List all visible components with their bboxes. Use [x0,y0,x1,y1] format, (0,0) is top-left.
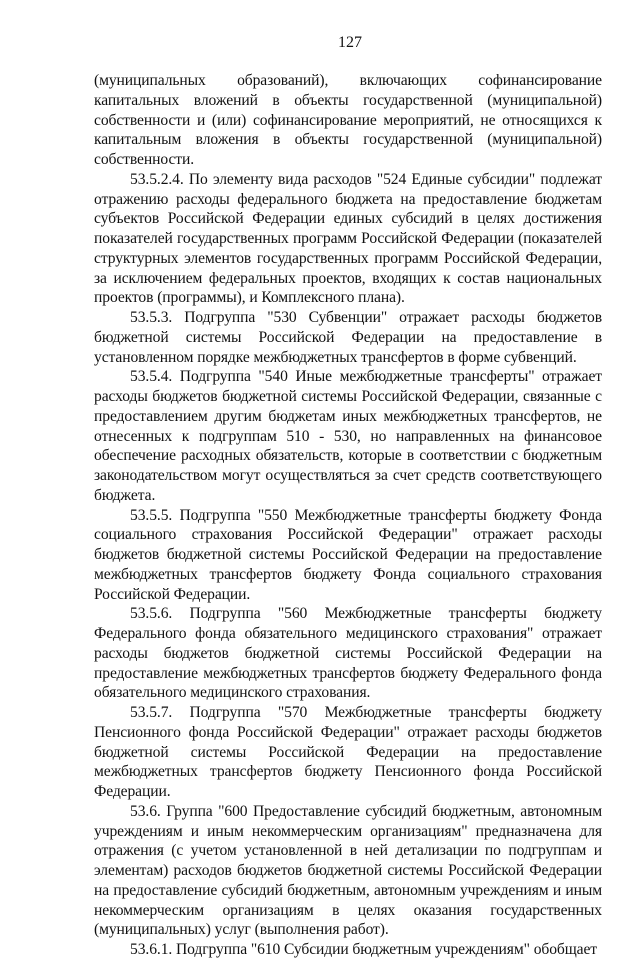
paragraph-53-5-6: 53.5.6. Подгруппа "560 Межбюджетные трансферты бюджету Федерального фонда обязательного медицинского страхования" отражает расходы бюджетов бюджетной системы Российской Федерации на предоставление межбюджетных трансфертов бюджету Федерального фонда обязательного медицинского страхования. [94,605,602,702]
paragraph-53-5-2-4: 53.5.2.4. По элементу вида расходов "524 Единые субсидии" подлежат отражению расходы федерального бюджета на предоставление бюджетам субъектов Российской Федерации единых субсидий в целях достижения показателей государственных программ Российской Федерации (показателей структурных элементов государственных программ Российской Федерации, за исключением федеральных проектов, входящих к состав национальных проектов (программы), и Комплексного плана). [94,170,602,307]
paragraph-continuation: (муниципальных образований), включающих софинансирование капитальных вложений в объекты государственной (муниципальной) собственности и (или) софинансирование мероприятий, не относящихся к капитальным вложения в объекты государственной (муниципальной) собственности. [94,72,602,168]
paragraph-53-6-1: 53.6.1. Подгруппа "610 Субсидии бюджетным учреждениям" обобщает [130,941,598,958]
page-number: 127 [338,34,362,51]
paragraph-53-5-5: 53.5.5. Подгруппа "550 Межбюджетные трансферты бюджету Фонда социального страхования Российской Федерации" отражает расходы бюджетов бюджетной системы Российской Федерации на предоставление межбюджетных трансфертов бюджету Фонда социального страхования Российской Федерации. [94,506,602,603]
paragraph-53-5-3: 53.5.3. Подгруппа "530 Субвенции" отражает расходы бюджетов бюджетной системы Российской Федерации на предоставление в установленном порядке межбюджетных трансфертов в форме субвенций. [94,309,602,366]
document-body [94,71,602,960]
paragraph-53-5-7: 53.5.7. Подгруппа "570 Межбюджетные трансферты бюджету Пенсионного фонда Российской Федерации" отражает расходы бюджетов бюджетной системы Российской Федерации на предоставление межбюджетных трансфертов бюджету Пенсионного фонда Российской Федерации. [94,704,602,800]
paragraph-53-6: 53.6. Группа "600 Предоставление субсидий бюджетным, автономным учреждениям и иным некоммерческим организациям" предназначена для отражения (с учетом установленной в ней детализации по подгруппам и элементам) расходов бюджетов бюджетной системы Российской Федерации на предоставление субсидий бюджетным, автономным учреждениям и иным некоммерческим организациям в целях оказания государственных (муниципальных) услуг (выполнения работ). [94,802,602,939]
paragraph-53-5-4: 53.5.4. Подгруппа "540 Иные межбюджетные трансферты" отражает расходы бюджетов бюджетной системы Российской Федерации, связанные с предоставлением другим бюджетам иных межбюджетных трансфертов, не отнесенных к подгруппам 510 - 530, но направленных на финансовое обеспечение расходных обязательств, которые в соответствии с бюджетным законодательством могут осуществляться за счет средств соответствующего бюджета. [94,368,602,504]
